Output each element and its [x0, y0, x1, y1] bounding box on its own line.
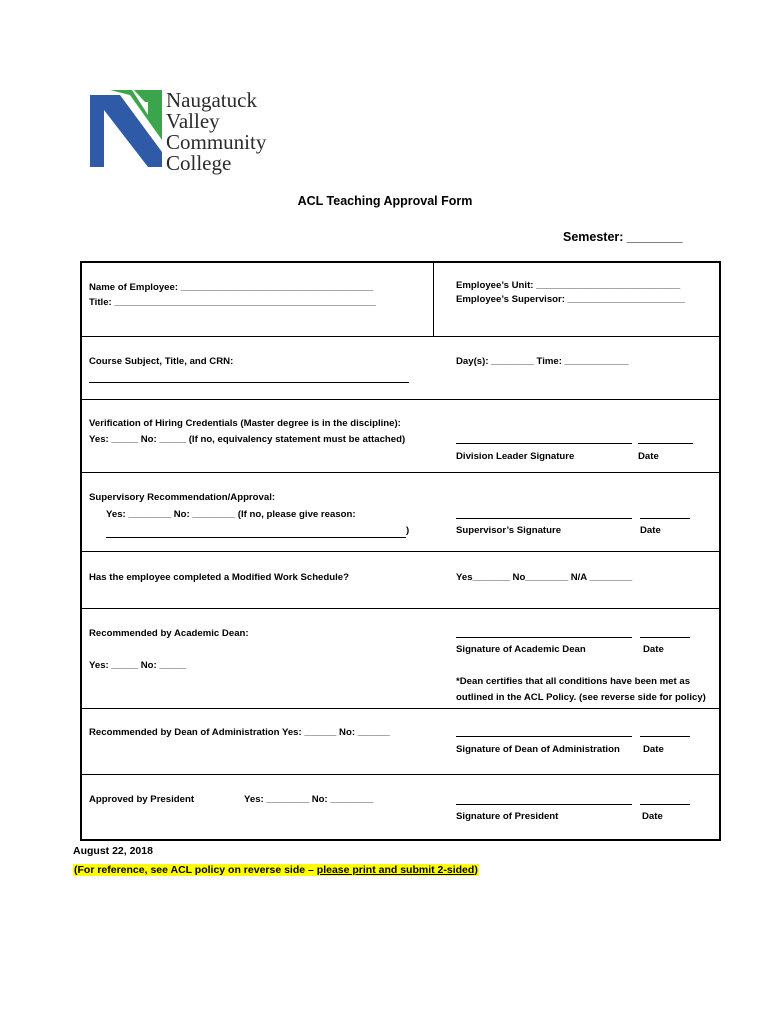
- semester-field[interactable]: Semester: ________: [563, 230, 683, 244]
- admin-dean-signature-line[interactable]: [456, 736, 632, 737]
- supervisor-date-label: Date: [640, 525, 661, 536]
- employee-name-field[interactable]: Name of Employee: ____________________________________: [89, 282, 373, 293]
- supervisory-label: Supervisory Recommendation/Approval:: [89, 492, 276, 503]
- admin-dean-signature-label: Signature of Dean of Administration: [456, 744, 620, 755]
- supervisory-reason-close: ): [406, 525, 410, 536]
- course-label: Course Subject, Title, and CRN:: [89, 356, 234, 367]
- row-divider: [82, 551, 719, 552]
- supervisor-date-line[interactable]: [640, 518, 690, 519]
- logo-line: College: [166, 151, 232, 175]
- academic-dean-signature-label: Signature of Academic Dean: [456, 644, 586, 655]
- logo-line: Community: [166, 130, 267, 154]
- modified-schedule-question: Has the employee completed a Modified Work Schedule?: [89, 572, 349, 583]
- division-leader-date-line[interactable]: [638, 443, 693, 444]
- credentials-yes-no-field[interactable]: Yes: _____ No: _____ (If no, equivalency statement must be attached): [89, 434, 406, 445]
- supervisor-signature-line[interactable]: [456, 518, 632, 519]
- reference-note-underlined: please print and submit 2-sided: [316, 864, 475, 876]
- employee-title-field[interactable]: Title: _________________________________________________: [89, 297, 376, 308]
- logo-wordmark: [166, 90, 266, 174]
- row-divider: [82, 472, 719, 473]
- revision-date: August 22, 2018: [73, 845, 153, 857]
- employee-unit-field[interactable]: Employee’s Unit: ___________________________: [456, 280, 681, 291]
- admin-dean-date-line[interactable]: [640, 736, 690, 737]
- reference-note: [73, 864, 479, 876]
- division-leader-date-label: Date: [638, 451, 659, 462]
- row-divider: [82, 399, 719, 400]
- reference-note-prefix: (For reference, see ACL policy on reverse side –: [74, 864, 317, 876]
- academic-dean-yes-no-field[interactable]: Yes: _____ No: _____: [89, 660, 187, 671]
- admin-dean-field[interactable]: Recommended by Dean of Administration Yes: ______ No: ______: [89, 727, 390, 738]
- president-signature-line[interactable]: [456, 804, 632, 805]
- president-date-label: Date: [642, 811, 663, 822]
- logo-line: Valley: [166, 109, 220, 133]
- division-leader-signature-label: Division Leader Signature: [456, 451, 575, 462]
- supervisory-reason-line[interactable]: [106, 537, 406, 538]
- admin-dean-date-label: Date: [643, 744, 664, 755]
- modified-schedule-answer-field[interactable]: Yes_______ No________ N/A ________: [456, 572, 633, 583]
- approval-form-table: [80, 261, 721, 841]
- academic-dean-date-label: Date: [643, 644, 664, 655]
- day-time-field[interactable]: Day(s): ________ Time: ____________: [456, 356, 629, 367]
- academic-dean-date-line[interactable]: [640, 637, 690, 638]
- row-divider: [82, 774, 719, 775]
- form-title: ACL Teaching Approval Form: [297, 194, 473, 208]
- column-divider: [433, 263, 434, 336]
- supervisor-signature-label: Supervisor’s Signature: [456, 525, 562, 536]
- college-logo: [90, 90, 290, 178]
- president-label: Approved by President: [89, 794, 195, 805]
- president-signature-label: Signature of President: [456, 811, 559, 822]
- academic-dean-signature-line[interactable]: [456, 637, 632, 638]
- supervisory-yes-no-field[interactable]: Yes: ________ No: ________ (If no, please give reason:: [106, 509, 356, 520]
- division-leader-signature-line[interactable]: [456, 443, 632, 444]
- course-crn-line[interactable]: [89, 382, 409, 383]
- reference-note-suffix: ): [474, 864, 478, 876]
- academic-dean-label: Recommended by Academic Dean:: [89, 628, 249, 639]
- dean-certification-note: *Dean certifies that all conditions have been met as: [456, 676, 691, 687]
- president-yes-no-field[interactable]: Yes: ________ No: ________: [244, 794, 374, 805]
- logo-line: Naugatuck: [166, 88, 257, 112]
- dean-certification-note: outlined in the ACL Policy. (see reverse side for policy): [456, 692, 706, 703]
- employee-supervisor-field[interactable]: Employee’s Supervisor: ______________________: [456, 294, 685, 305]
- credentials-label: Verification of Hiring Credentials (Master degree is in the discipline):: [89, 418, 401, 429]
- row-divider: [82, 336, 719, 337]
- row-divider: [82, 708, 719, 709]
- row-divider: [82, 608, 719, 609]
- logo-n-mark-icon: [90, 90, 162, 170]
- president-date-line[interactable]: [640, 804, 690, 805]
